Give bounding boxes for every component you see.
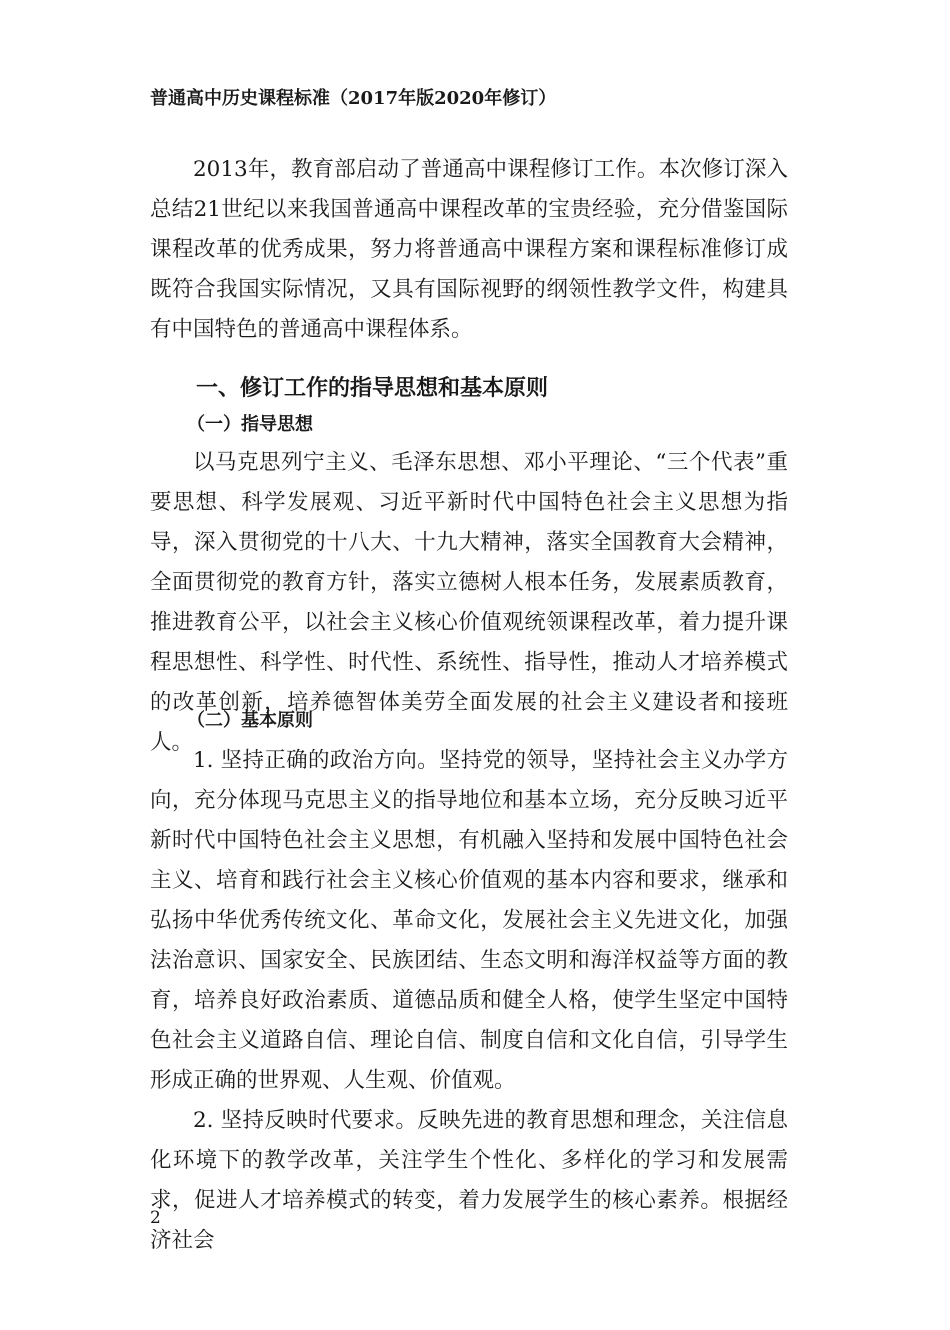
guiding-thought-paragraph: 以马克思列宁主义、毛泽东思想、邓小平理论、“三个代表”重要思想、科学发展观、习近平新时代中国特色社会主义思想为指导，深入贯彻党的十八大、十九大精神，落实全国教育大会精神，全面贯彻党的教育方针，落实立德树人根本任务，发展素质教育，推进教育公平，以社会主义核心价值观统领课程改革，着力提升课程思想性、科学性、时代性、系统性、指导性，推动人才培养模式的改革创新，培养德智体美劳全面发展的社会主义建设者和接班人。: [150, 450, 788, 755]
section-heading: 一、修订工作的指导思想和基本原则: [196, 376, 549, 401]
intro-block: [150, 150, 788, 350]
basic-principles-block: [150, 741, 788, 1261]
principle-item-1: 1. 坚持正确的政治方向。坚持党的领导，坚持社会主义办学方向，充分体现马克思主义的指导地位和基本立场，充分反映习近平新时代中国特色社会主义思想，有机融入坚持和发展中国特色社会主义、培育和践行社会主义核心价值观的基本内容和要求，继承和弘扬中华优秀传统文化、革命文化，发展社会主义先进文化，加强法治意识、国家安全、民族团结、生态文明和海洋权益等方面的教育，培养良好政治素质、道德品质和健全人格，使学生坚定中国特色社会主义道路自信、理论自信、制度自信和文化自信，引导学生形成正确的世界观、人生观、价值观。: [150, 748, 788, 1093]
principle-item-2: 2. 坚持反映时代要求。反映先进的教育思想和理念，关注信息化环境下的教学改革，关注学生个性化、多样化的学习和发展需求，促进人才培养模式的转变，着力发展学生的核心素养。根据经济社会: [150, 1108, 788, 1253]
subsection-heading-guiding-thought: （一）指导思想: [187, 414, 313, 435]
page-number: 2: [150, 1208, 161, 1228]
intro-paragraph: 2013年，教育部启动了普通高中课程修订工作。本次修订深入总结21世纪以来我国普通高中课程改革的宝贵经验，充分借鉴国际课程改革的优秀成果，努力将普通高中课程方案和课程标准修订成既符合我国实际情况，又具有国际视野的纲领性教学文件，构建具有中国特色的普通高中课程体系。: [150, 157, 788, 342]
running-header: 普通高中历史课程标准（2017年版2020年修订）: [150, 88, 557, 109]
subsection-heading-basic-principles: （二）基本原则: [187, 710, 313, 731]
